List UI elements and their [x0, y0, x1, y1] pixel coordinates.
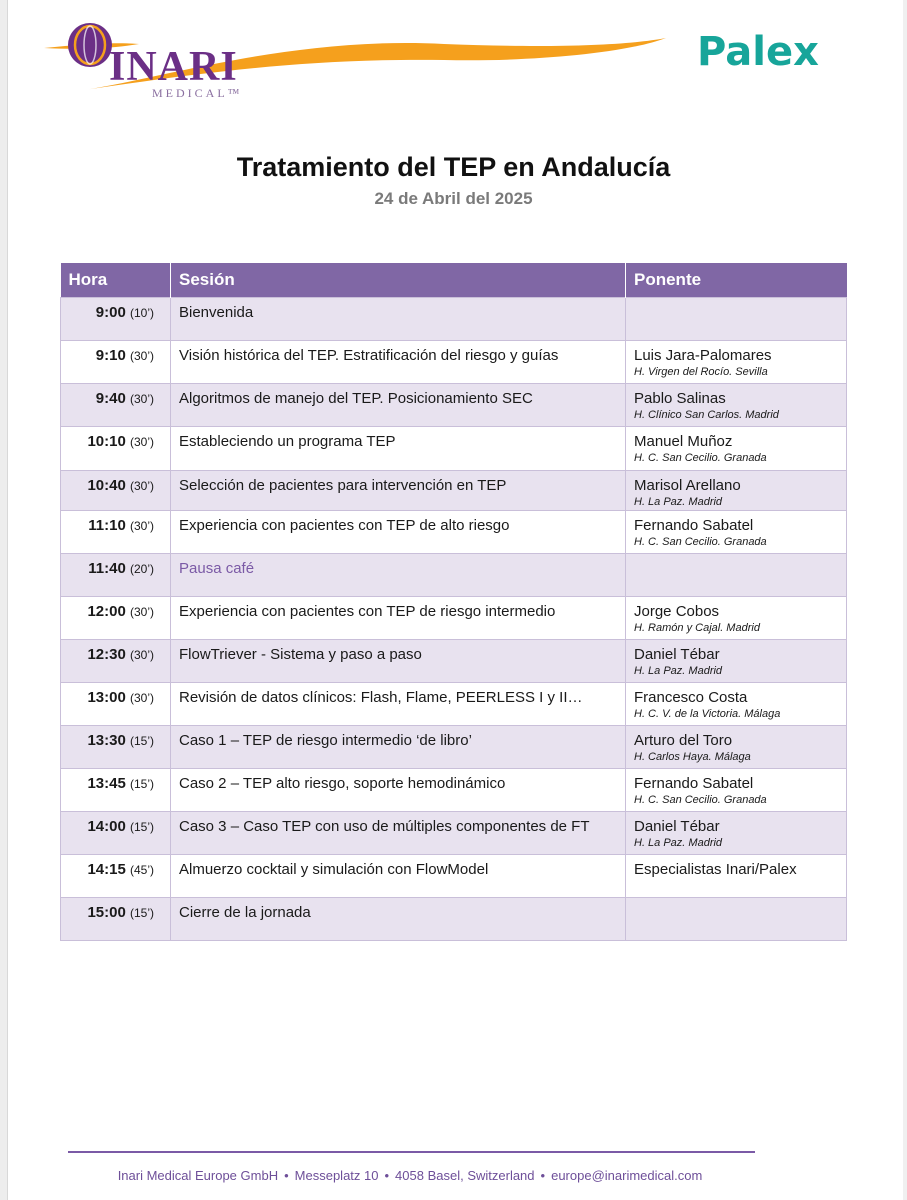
session-duration: (15’)	[129, 820, 154, 834]
cell-sesion	[171, 597, 626, 640]
cell-hora	[61, 384, 171, 427]
footer-divider	[68, 1151, 755, 1153]
session-title: Pausa café	[179, 560, 255, 577]
session-time: 10:40	[87, 477, 126, 494]
session-time: 14:15	[87, 861, 126, 878]
table-row	[61, 471, 847, 511]
cell-hora	[61, 726, 171, 769]
table-row	[61, 554, 847, 597]
speaker-hospital: H. La Paz. Madrid	[634, 665, 723, 677]
session-duration: (30’)	[129, 519, 154, 533]
cell-ponente	[626, 341, 847, 384]
cell-sesion	[171, 898, 626, 941]
session-title: Algoritmos de manejo del TEP. Posicionamiento SEC	[179, 390, 533, 407]
session-title: Selección de pacientes para intervención en TEP	[179, 477, 507, 494]
session-duration: (30’)	[129, 392, 154, 406]
session-time: 9:10	[95, 347, 126, 364]
cell-hora	[61, 427, 171, 471]
session-time: 12:00	[87, 603, 126, 620]
cell-hora	[61, 855, 171, 898]
footer-separator: •	[284, 1168, 289, 1183]
cell-sesion	[171, 726, 626, 769]
session-duration: (30’)	[129, 605, 154, 619]
session-time: 9:00	[95, 304, 126, 321]
cell-ponente	[626, 298, 847, 341]
speaker-hospital: H. C. San Cecilio. Granada	[634, 794, 767, 806]
table-row	[61, 726, 847, 769]
table-row	[61, 384, 847, 427]
cell-ponente	[626, 726, 847, 769]
session-duration: (30’)	[129, 435, 154, 449]
speaker-name: Arturo del Toro	[634, 732, 733, 749]
table-row	[61, 855, 847, 898]
cell-hora	[61, 298, 171, 341]
session-title: Caso 1 – TEP de riesgo intermedio ‘de libro’	[179, 732, 472, 749]
speaker-name: Daniel Tébar	[634, 818, 720, 835]
table-row	[61, 683, 847, 726]
session-title: Bienvenida	[179, 304, 254, 321]
cell-sesion	[171, 640, 626, 683]
table-row	[61, 597, 847, 640]
cell-sesion	[171, 511, 626, 554]
column-header-sesion: Sesión	[171, 263, 626, 298]
table-row	[61, 427, 847, 471]
speaker-name: Luis Jara-Palomares	[634, 347, 772, 364]
table-row	[61, 812, 847, 855]
inari-medical-logo	[44, 18, 670, 98]
inari-logo-subtext: MEDICAL™	[152, 86, 243, 100]
agenda-table	[60, 263, 847, 941]
cell-hora	[61, 640, 171, 683]
session-duration: (15’)	[129, 734, 154, 748]
cell-hora	[61, 511, 171, 554]
cell-ponente	[626, 384, 847, 427]
table-row	[61, 341, 847, 384]
session-title: Experiencia con pacientes con TEP de alto riesgo	[179, 517, 510, 534]
cell-hora	[61, 471, 171, 511]
cell-sesion	[171, 341, 626, 384]
session-duration: (45’)	[129, 863, 154, 877]
session-duration: (15’)	[129, 906, 154, 920]
speaker-hospital: H. C. V. de la Victoria. Málaga	[634, 708, 781, 720]
speaker-hospital: H. Ramón y Cajal. Madrid	[634, 622, 760, 634]
speaker-name: Francesco Costa	[634, 689, 748, 706]
speaker-hospital: H. C. San Cecilio. Granada	[634, 536, 767, 548]
session-duration: (30’)	[129, 349, 154, 363]
speaker-hospital: H. Clínico San Carlos. Madrid	[634, 409, 779, 421]
table-row	[61, 769, 847, 812]
footer-city: 4058 Basel, Switzerland	[395, 1168, 535, 1183]
session-time: 11:40	[88, 560, 126, 577]
speaker-name: Especialistas Inari/Palex	[634, 861, 797, 878]
session-time: 12:30	[87, 646, 126, 663]
cell-ponente	[626, 683, 847, 726]
session-title: Almuerzo cocktail y simulación con FlowModel	[179, 861, 489, 878]
cell-hora	[61, 769, 171, 812]
session-title: Caso 3 – Caso TEP con uso de múltiples componentes de FT	[179, 818, 590, 835]
cell-hora	[61, 597, 171, 640]
cell-ponente	[626, 769, 847, 812]
cell-ponente	[626, 511, 847, 554]
cell-sesion	[171, 471, 626, 511]
speaker-hospital: H. La Paz. Madrid	[634, 496, 723, 508]
session-time: 9:40	[95, 390, 126, 407]
cell-sesion	[171, 427, 626, 471]
session-duration: (20’)	[129, 562, 154, 576]
session-duration: (10’)	[129, 306, 154, 320]
footer-separator: •	[540, 1168, 546, 1183]
speaker-name: Pablo Salinas	[634, 390, 726, 407]
table-row	[61, 640, 847, 683]
cell-ponente	[626, 812, 847, 855]
cell-ponente	[626, 898, 847, 941]
cell-sesion	[171, 554, 626, 597]
session-duration: (30’)	[129, 648, 154, 662]
footer-separator: •	[384, 1168, 390, 1183]
cell-hora	[61, 812, 171, 855]
footer-address	[0, 1168, 820, 1183]
cell-ponente	[626, 597, 847, 640]
footer-email: europe@inarimedical.com	[551, 1168, 703, 1183]
cell-sesion	[171, 384, 626, 427]
speaker-name: Manuel Muñoz	[634, 433, 733, 450]
session-time: 11:10	[88, 517, 126, 534]
table-row	[61, 898, 847, 941]
table-row	[61, 511, 847, 554]
speaker-name: Fernando Sabatel	[634, 517, 754, 534]
session-title: Estableciendo un programa TEP	[179, 433, 396, 450]
cell-ponente	[626, 471, 847, 511]
footer-street: Messeplatz 10	[294, 1168, 379, 1183]
column-header-hora: Hora	[61, 263, 171, 298]
session-title: FlowTriever - Sistema y paso a paso	[179, 646, 422, 663]
session-time: 10:10	[87, 433, 126, 450]
session-time: 13:30	[87, 732, 126, 749]
session-duration: (30’)	[129, 691, 154, 705]
cell-hora	[61, 341, 171, 384]
cell-sesion	[171, 683, 626, 726]
session-time: 13:45	[87, 775, 126, 792]
session-title: Visión histórica del TEP. Estratificación del riesgo y guías	[179, 347, 559, 364]
cell-ponente	[626, 640, 847, 683]
page-title: Tratamiento del TEP en Andalucía	[236, 152, 671, 182]
session-time: 13:00	[87, 689, 126, 706]
session-title: Cierre de la jornada	[179, 904, 311, 921]
column-header-ponente: Ponente	[626, 263, 847, 298]
footer-company: Inari Medical Europe GmbH	[117, 1168, 279, 1183]
inari-logo-wordmark: INARI	[109, 44, 238, 90]
speaker-name: Fernando Sabatel	[634, 775, 754, 792]
speaker-name: Daniel Tébar	[634, 646, 720, 663]
speaker-hospital: H. Virgen del Rocío. Sevilla	[634, 366, 768, 378]
speaker-name: Jorge Cobos	[634, 603, 720, 620]
session-time: 14:00	[87, 818, 126, 835]
session-title: Caso 2 – TEP alto riesgo, soporte hemodinámico	[179, 775, 506, 792]
agenda-body	[61, 298, 847, 941]
speaker-hospital: H. Carlos Haya. Málaga	[634, 751, 751, 763]
cell-hora	[61, 554, 171, 597]
session-title: Experiencia con pacientes con TEP de riesgo intermedio	[179, 603, 556, 620]
session-time: 15:00	[87, 904, 126, 921]
session-duration: (30’)	[129, 479, 154, 493]
session-title: Revisión de datos clínicos: Flash, Flame, PEERLESS I y II…	[179, 689, 583, 706]
speaker-name: Marisol Arellano	[634, 477, 741, 494]
table-row	[61, 298, 847, 341]
cell-sesion	[171, 812, 626, 855]
cell-sesion	[171, 769, 626, 812]
palex-logo: Palex	[697, 29, 819, 75]
speaker-hospital: H. La Paz. Madrid	[634, 837, 723, 849]
cell-hora	[61, 683, 171, 726]
event-date: 24 de Abril del 2025	[374, 189, 533, 208]
cell-ponente	[626, 427, 847, 471]
cell-ponente	[626, 554, 847, 597]
cell-ponente	[626, 855, 847, 898]
session-duration: (15’)	[129, 777, 154, 791]
cell-sesion	[171, 855, 626, 898]
cell-hora	[61, 898, 171, 941]
cell-sesion	[171, 298, 626, 341]
speaker-hospital: H. C. San Cecilio. Granada	[634, 452, 767, 464]
table-header-row	[61, 263, 847, 298]
